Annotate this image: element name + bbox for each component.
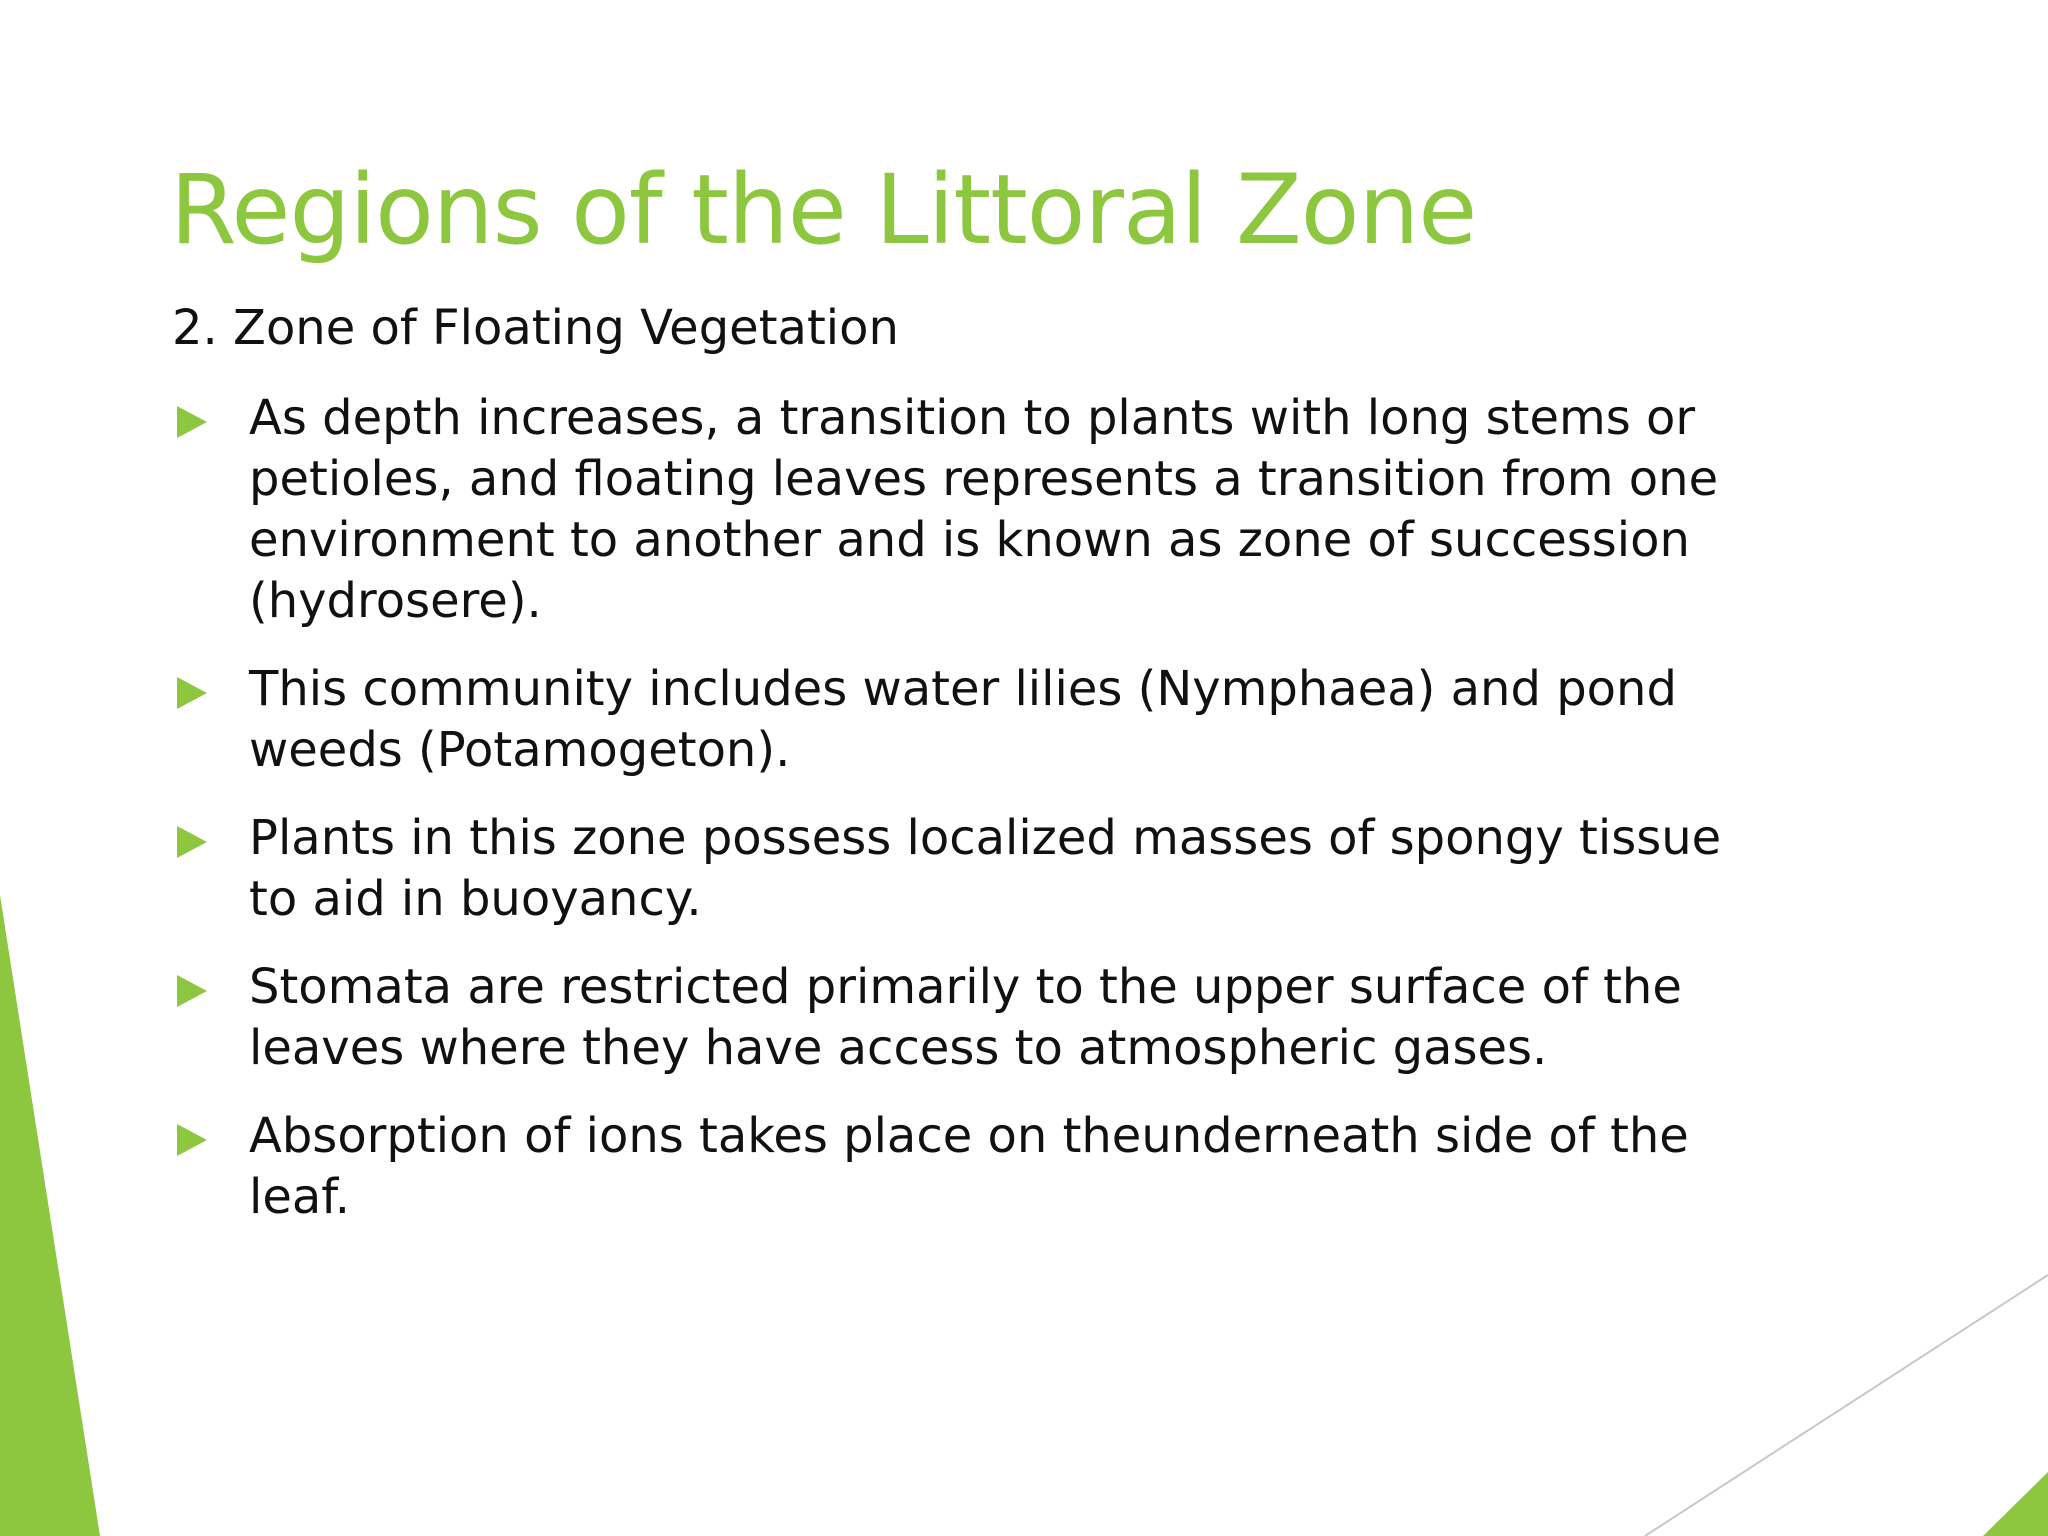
section-subtitle: 2. Zone of Floating Vegetation	[172, 300, 899, 356]
triangle-bullet-icon	[177, 406, 207, 438]
triangle-bullet-icon	[177, 975, 207, 1007]
bullet-item	[172, 808, 1732, 930]
bullet-list	[172, 388, 1732, 1255]
slide-title: Regions of the Littoral Zone	[170, 154, 1477, 266]
triangle-bullet-icon	[177, 1124, 207, 1156]
bullet-item	[172, 957, 1732, 1079]
triangle-bullet-icon	[177, 677, 207, 709]
right-diagonal-line	[1645, 1275, 2048, 1536]
bullet-text: As depth increases, a transition to plants with long stems or petioles, and floating leaves represents a transition from one environment to another and is known as zone of succession (hydrosere).	[249, 390, 1719, 629]
triangle-bullet-icon	[177, 826, 207, 858]
bullet-item	[172, 1106, 1732, 1228]
left-green-wedge	[0, 895, 100, 1536]
bullet-text: This community includes water lilies (Nymphaea) and pond weeds (Potamogeton).	[249, 661, 1677, 778]
right-green-corner	[1983, 1472, 2048, 1536]
bullet-text: Stomata are restricted primarily to the upper surface of the leaves where they have access to atmospheric gases.	[249, 959, 1682, 1076]
bullet-item	[172, 388, 1732, 632]
bullet-item	[172, 659, 1732, 781]
bullet-text: Plants in this zone possess localized masses of spongy tissue to aid in buoyancy.	[249, 810, 1722, 927]
bullet-text: Absorption of ions takes place on theunderneath side of the leaf.	[249, 1108, 1689, 1225]
